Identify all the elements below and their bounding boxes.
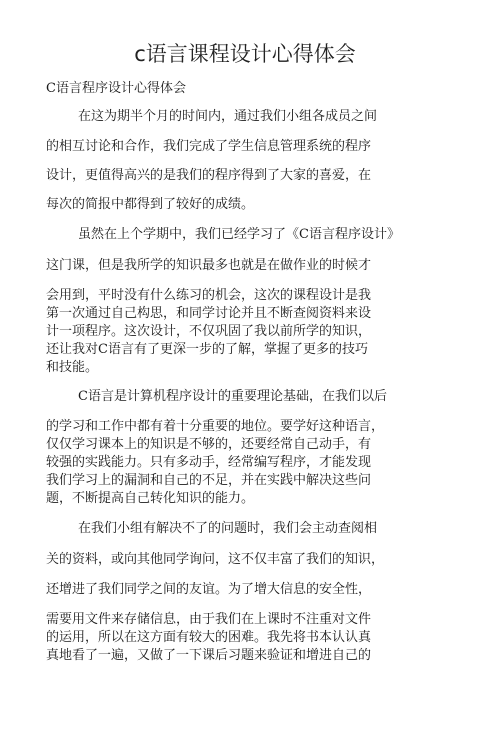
body-line: 还增进了我们同学之间的友谊。为了增大信息的安全性，: [46, 582, 372, 597]
document-title: c语言课程设计心得体会: [134, 42, 356, 66]
body-line: 计一项程序。这次设计，不仅巩固了我以前所学的知识，: [46, 324, 372, 339]
body-line: 和技能。: [46, 360, 99, 375]
body-line: 设计，更值得高兴的是我们的程序得到了大家的喜爱，在: [46, 168, 372, 183]
document-subtitle: C语言程序设计心得体会: [46, 81, 186, 96]
body-line: 题，不断提高自己转化知识的能力。: [46, 491, 255, 506]
body-line: 的运用，所以在这方面有较大的困难。我先将书本认认真: [46, 630, 372, 645]
body-line: 会用到，平时没有什么练习的机会，这次的课程设计是我: [46, 288, 372, 303]
body-line: 虽然在上个学期中，我们已经学习了《C语言程序设计》: [78, 227, 400, 242]
body-line: 仅仅学习课本上的知识是不够的，还要经常自己动手，有: [46, 437, 372, 452]
body-line: 还让我对C语言有了更深一步的了解，掌握了更多的技巧: [46, 342, 368, 357]
body-line: 的学习和工作中都有着十分重要的地位。要学好这种语言，: [46, 419, 385, 434]
body-line: 第一次通过自己构思，和同学讨论并且不断查阅资料来设: [46, 306, 372, 321]
body-line: 需要用文件来存储信息，由于我们在上课时不注重对文件: [46, 612, 372, 627]
body-line: 关的资料，或向其他同学询问，这不仅丰富了我们的知识，: [46, 552, 385, 567]
body-line: 较强的实践能力。只有多动手，经常编写程序，才能发现: [46, 455, 372, 470]
body-line: 在我们小组有解决不了的问题时，我们会主动查阅相: [78, 521, 378, 536]
body-line: 这门课，但是我所学的知识最多也就是在做作业的时候才: [46, 258, 372, 273]
body-line: 每次的简报中都得到了较好的成绩。: [46, 197, 255, 212]
body-line: 我们学习上的漏洞和自己的不足，并在实践中解决这些问: [46, 473, 372, 488]
body-line: C语言是计算机程序设计的重要理论基础，在我们以后: [78, 389, 387, 404]
body-line: 的相互讨论和合作，我们完成了学生信息管理系统的程序: [46, 139, 372, 154]
body-line: 在这为期半个月的时间内，通过我们小组各成员之间: [78, 109, 378, 124]
body-line: 真地看了一遍，又做了一下课后习题来验证和增进自己的: [46, 648, 372, 663]
